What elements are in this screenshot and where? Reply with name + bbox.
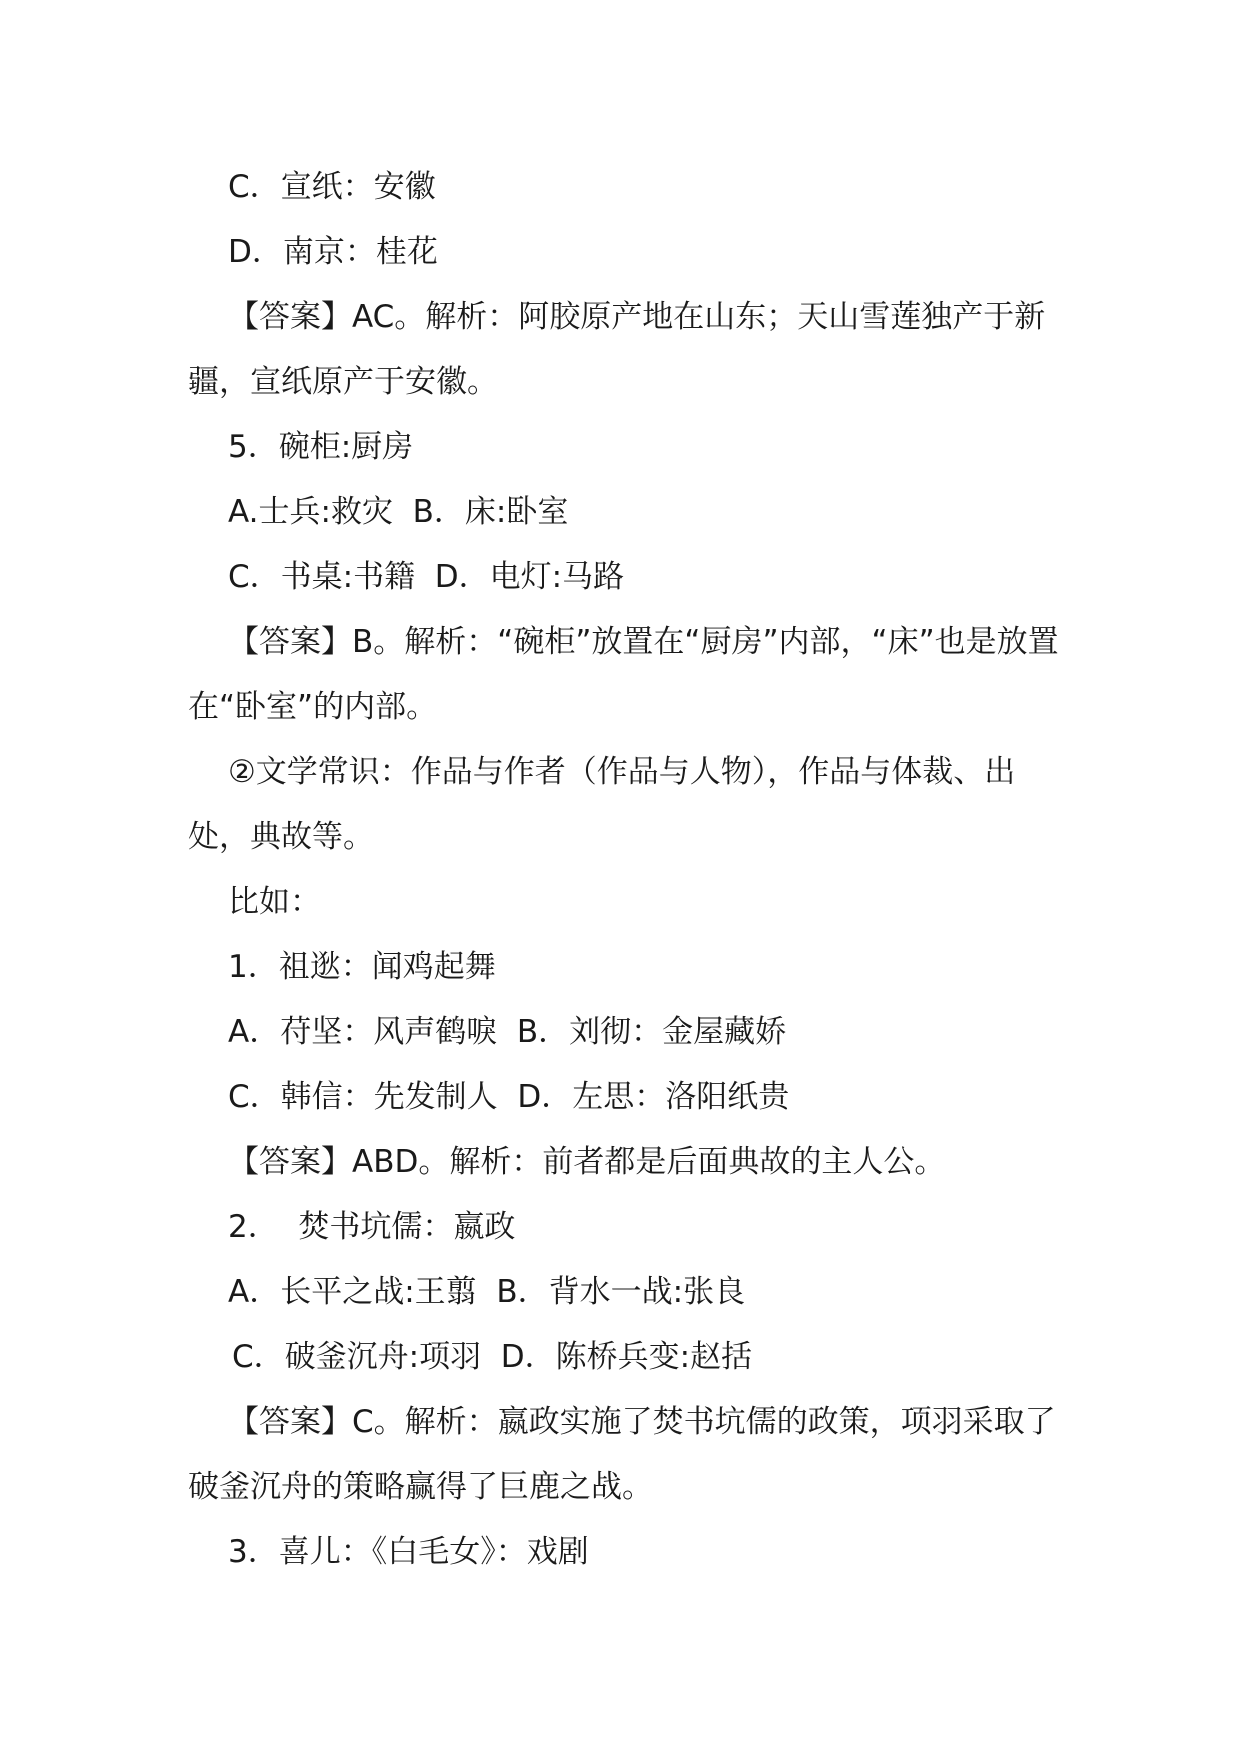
option-c-line: C．宣纸：安徽 [228, 169, 436, 205]
question-5-stem: 5．碗柜:厨房 [228, 429, 414, 465]
question-5-options-cd: C．书桌:书籍 D．电灯:马路 [228, 559, 625, 595]
section-heading-literature: ②文学常识：作品与作者（作品与人物），作品与体裁、出处，典故等。 [188, 754, 1016, 855]
answer-paragraph: 【答案】B。解析：“碗柜”放置在“厨房”内部，“床”也是放置在“卧室”的内部。 [188, 624, 1059, 725]
question-1-options-cd: C．韩信：先发制人 D．左思：洛阳纸贵 [228, 1079, 790, 1115]
question-2-stem: 2． 焚书坑儒：嬴政 [228, 1209, 516, 1245]
answer-paragraph: 【答案】AC。解析：阿胶原产地在山东；天山雪莲独产于新疆，宣纸原产于安徽。 [188, 299, 1046, 400]
question-5-options-ab: A.士兵:救灾 B．床:卧室 [228, 494, 569, 530]
question-3-stem: 3．喜儿：《白毛女》：戏剧 [228, 1534, 589, 1570]
question-2-options-ab: A．长平之战:王翦 B．背水一战:张良 [228, 1274, 746, 1310]
answer-paragraph: 【答案】ABD。解析：前者都是后面典故的主人公。 [228, 1144, 946, 1180]
document-body [188, 155, 1068, 1585]
question-2-options-cd: C．破釜沉舟:项羽 D．陈桥兵变:赵括 [232, 1339, 753, 1375]
answer-paragraph: 【答案】C。解析：嬴政实施了焚书坑儒的政策，项羽采取了破釜沉舟的策略赢得了巨鹿之战。 [188, 1404, 1056, 1505]
question-1-options-ab: A．苻坚：风声鹤唳 B．刘彻：金屋藏娇 [228, 1014, 787, 1050]
option-d-line: D．南京：桂花 [228, 234, 438, 270]
question-1-stem: 1．祖逖：闻鸡起舞 [228, 949, 496, 985]
example-intro: 比如： [228, 884, 321, 920]
